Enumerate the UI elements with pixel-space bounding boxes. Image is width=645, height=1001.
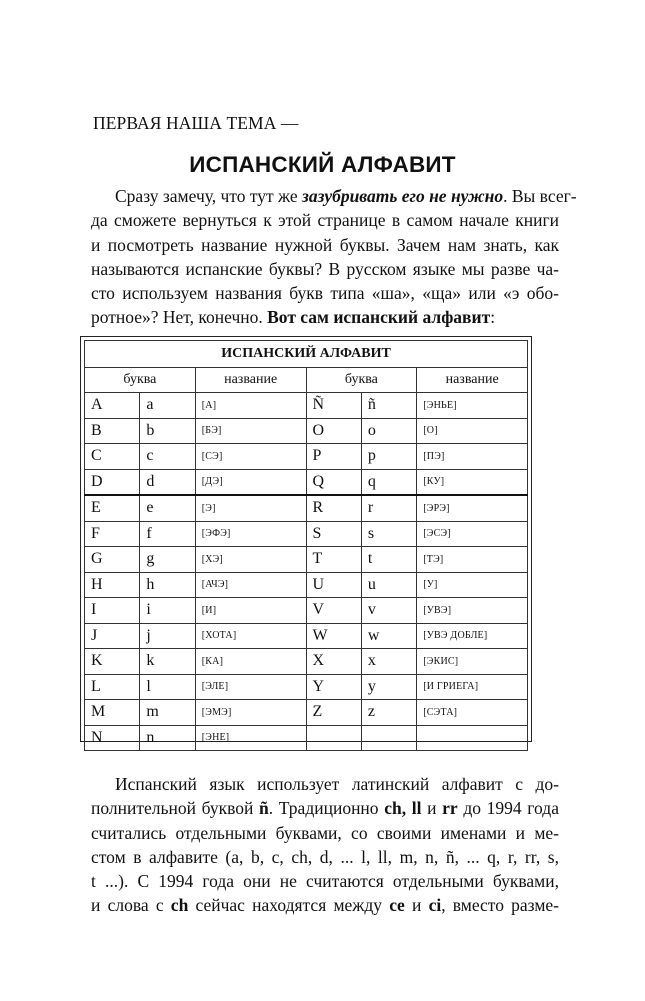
outro-text: и: [404, 895, 429, 916]
lowercase-letter-cell: ñ: [361, 393, 416, 419]
outro-bold: ñ: [259, 798, 269, 819]
outro-line: [91, 796, 559, 820]
outro-text: полнительной буквой: [91, 798, 260, 819]
lowercase-letter-cell: f: [140, 521, 195, 547]
outro-bold: ch, ll: [384, 798, 422, 819]
uppercase-letter-cell: I: [85, 598, 140, 624]
uppercase-letter-cell: O: [306, 418, 361, 444]
letter-name-cell: [ХЭ]: [195, 547, 306, 573]
intro-text: ротное»? Нет, конечно.: [91, 307, 268, 328]
table-title: ИСПАНСКИЙ АЛФАВИТ: [85, 341, 528, 368]
outro-line: считались отдельными буквами, со своими именами и ме-: [91, 822, 559, 843]
intro-line: и посмотреть название нужной буквы. Зачем нам знать, как: [91, 234, 559, 255]
letter-name-cell: [И]: [195, 598, 306, 624]
table-row: [85, 495, 528, 521]
letter-name-cell: [СЭТА]: [417, 700, 528, 726]
table-row: [85, 649, 528, 675]
uppercase-letter-cell: U: [306, 572, 361, 598]
section-lead: ПЕРВАЯ НАША ТЕМА —: [93, 113, 299, 133]
intro-line: сто используем названия букв типа «ша», «ща» или «э обо-: [91, 283, 559, 304]
uppercase-letter-cell: R: [306, 495, 361, 521]
intro-emphasis: зазубривать его не нужно: [302, 186, 504, 206]
intro-bold: Вот сам испанский алфавит: [267, 307, 491, 328]
uppercase-letter-cell: A: [85, 393, 140, 419]
lowercase-letter-cell: b: [140, 418, 195, 444]
table-row: [85, 418, 528, 444]
lowercase-letter-cell: z: [361, 700, 416, 726]
letter-name-cell: [ЭЛЕ]: [195, 674, 306, 700]
intro-line: [91, 184, 577, 208]
letter-name-cell: [У]: [417, 572, 528, 598]
lowercase-letter-cell: r: [361, 495, 416, 521]
intro-line: [91, 305, 559, 329]
letter-name-cell: [ТЭ]: [417, 547, 528, 573]
letter-name-cell: [О]: [417, 418, 528, 444]
uppercase-letter-cell: Ñ: [306, 393, 361, 419]
uppercase-letter-cell: Z: [306, 700, 361, 726]
uppercase-letter-cell: L: [85, 674, 140, 700]
uppercase-letter-cell: G: [85, 547, 140, 573]
outro-bold: ce: [389, 895, 405, 916]
letter-name-cell: [ЭКИС]: [417, 649, 528, 675]
table-row: [85, 393, 528, 419]
letter-name-cell: [УВЭ ДОБЛЕ]: [417, 623, 528, 649]
outro-line: Испанский язык использует латинский алфавит с до-: [115, 774, 559, 794]
lowercase-letter-cell: [361, 725, 416, 751]
intro-text: :: [490, 307, 496, 328]
letter-name-cell: [Э]: [195, 495, 306, 521]
column-header-letter: буква: [85, 368, 196, 393]
uppercase-letter-cell: Y: [306, 674, 361, 700]
uppercase-letter-cell: F: [85, 521, 140, 547]
outro-text: до 1994 года: [457, 798, 559, 819]
lowercase-letter-cell: m: [140, 700, 195, 726]
table-row: [85, 572, 528, 598]
uppercase-letter-cell: J: [85, 623, 140, 649]
column-header-letter: буква: [306, 368, 417, 393]
lowercase-letter-cell: w: [361, 623, 416, 649]
letter-name-cell: [БЭ]: [195, 418, 306, 444]
outro-text: и: [421, 798, 443, 819]
intro-text: Сразу замечу, что тут же: [115, 186, 303, 206]
outro-bold: ci: [428, 895, 442, 916]
lowercase-letter-cell: i: [140, 598, 195, 624]
alphabet-table-frame: [80, 336, 532, 746]
uppercase-letter-cell: Q: [306, 469, 361, 495]
letter-name-cell: [ХОТА]: [195, 623, 306, 649]
uppercase-letter-cell: C: [85, 444, 140, 470]
uppercase-letter-cell: S: [306, 521, 361, 547]
uppercase-letter-cell: K: [85, 649, 140, 675]
outro-text: и слова с: [91, 895, 171, 916]
table-row: [85, 598, 528, 624]
table-row: [85, 700, 528, 726]
letter-name-cell: [КА]: [195, 649, 306, 675]
letter-name-cell: [СЭ]: [195, 444, 306, 470]
lowercase-letter-cell: x: [361, 649, 416, 675]
letter-name-cell: [ЭМЭ]: [195, 700, 306, 726]
table-row: [85, 469, 528, 495]
letter-name-cell: [АЧЭ]: [195, 572, 306, 598]
outro-bold: rr: [442, 798, 458, 819]
intro-text: . Вы всег-: [503, 186, 577, 206]
lowercase-letter-cell: l: [140, 674, 195, 700]
uppercase-letter-cell: X: [306, 649, 361, 675]
column-header-name: название: [417, 368, 528, 393]
outro-text: , вместо разме-: [441, 895, 560, 916]
letter-name-cell: [ЭРЭ]: [417, 495, 528, 521]
uppercase-letter-cell: M: [85, 700, 140, 726]
outro-bold: ch: [170, 895, 189, 916]
table-row: [85, 521, 528, 547]
lowercase-letter-cell: h: [140, 572, 195, 598]
outro-line: [91, 893, 559, 917]
uppercase-letter-cell: T: [306, 547, 361, 573]
outro-paragraph: [91, 772, 559, 918]
lowercase-letter-cell: a: [140, 393, 195, 419]
table-row: [85, 444, 528, 470]
table-row: [85, 623, 528, 649]
outro-line: стом в алфавите (a, b, c, ch, d, ... l, ll, m, n, ñ, ... q, r, rr, s,: [91, 846, 559, 867]
uppercase-letter-cell: W: [306, 623, 361, 649]
uppercase-letter-cell: E: [85, 495, 140, 521]
lowercase-letter-cell: y: [361, 674, 416, 700]
uppercase-letter-cell: P: [306, 444, 361, 470]
uppercase-letter-cell: N: [85, 725, 140, 751]
table-row: [85, 725, 528, 751]
lowercase-letter-cell: s: [361, 521, 416, 547]
uppercase-letter-cell: D: [85, 469, 140, 495]
letter-name-cell: [ЭСЭ]: [417, 521, 528, 547]
uppercase-letter-cell: H: [85, 572, 140, 598]
uppercase-letter-cell: V: [306, 598, 361, 624]
outro-text: сейчас находятся между: [188, 895, 390, 916]
lowercase-letter-cell: u: [361, 572, 416, 598]
lowercase-letter-cell: e: [140, 495, 195, 521]
lowercase-letter-cell: k: [140, 649, 195, 675]
lowercase-letter-cell: q: [361, 469, 416, 495]
letter-name-cell: [А]: [195, 393, 306, 419]
intro-paragraph: [91, 184, 577, 330]
lowercase-letter-cell: v: [361, 598, 416, 624]
table-row: [85, 674, 528, 700]
letter-name-cell: [КУ]: [417, 469, 528, 495]
page-title: ИСПАНСКИЙ АЛФАВИТ: [189, 152, 456, 177]
lowercase-letter-cell: j: [140, 623, 195, 649]
lowercase-letter-cell: t: [361, 547, 416, 573]
table-row: [85, 547, 528, 573]
lowercase-letter-cell: p: [361, 444, 416, 470]
lowercase-letter-cell: n: [140, 725, 195, 751]
lowercase-letter-cell: c: [140, 444, 195, 470]
letter-name-cell: [ЭНЬЕ]: [417, 393, 528, 419]
letter-name-cell: [ПЭ]: [417, 444, 528, 470]
column-header-name: название: [195, 368, 306, 393]
outro-line: t ...). С 1994 года они не считаются отдельными буквами,: [91, 871, 559, 892]
outro-text: . Традиционно: [268, 798, 385, 819]
intro-line: называются испанские буквы? В русском языке мы разве ча-: [91, 258, 559, 279]
lowercase-letter-cell: o: [361, 418, 416, 444]
lowercase-letter-cell: g: [140, 547, 195, 573]
letter-name-cell: [417, 725, 528, 751]
alphabet-table: [84, 340, 528, 751]
letter-name-cell: [ДЭ]: [195, 469, 306, 495]
uppercase-letter-cell: [306, 725, 361, 751]
uppercase-letter-cell: B: [85, 418, 140, 444]
intro-line: да сможете вернуться к этой странице в самом начале книги: [91, 210, 559, 231]
letter-name-cell: [И ГРИЕГА]: [417, 674, 528, 700]
letter-name-cell: [УВЭ]: [417, 598, 528, 624]
letter-name-cell: [ЭФЭ]: [195, 521, 306, 547]
lowercase-letter-cell: d: [140, 469, 195, 495]
letter-name-cell: [ЭНЕ]: [195, 725, 306, 751]
